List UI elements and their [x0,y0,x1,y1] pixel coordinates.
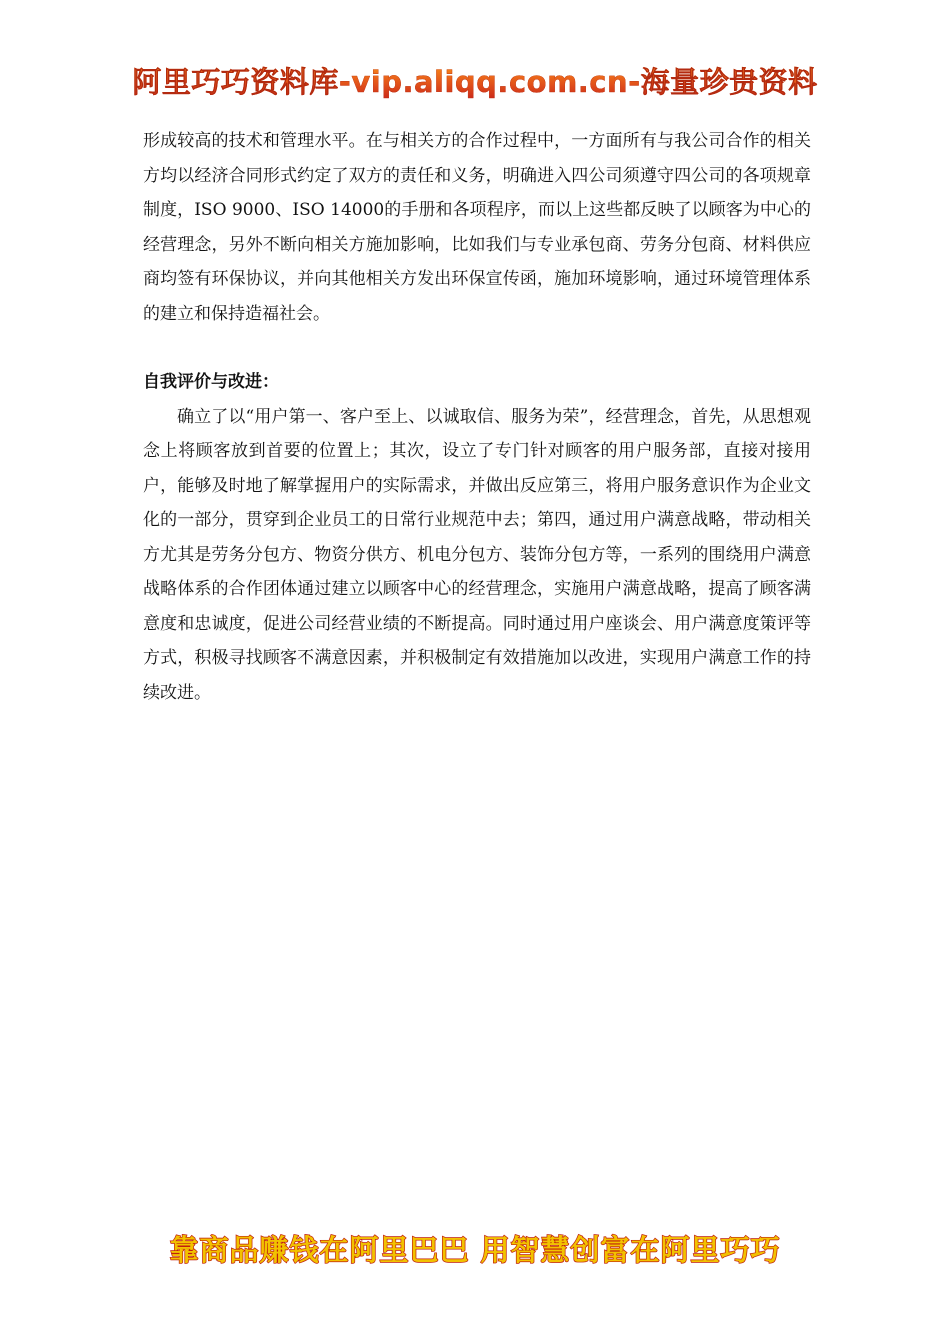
section-heading-self-evaluation: 自我评价与改进： [143,372,279,392]
footer-banner: 靠商品赚钱在阿里巴巴 用智慧创富在阿里巧巧 [169,1233,781,1267]
paragraph-cooperation: 形成较高的技术和管理水平。在与相关方的合作过程中，一方面所有与我公司合作的相关方均以经济合同形式约定了双方的责任和义务，明确进入四公司须遵守四公司的各项规章制度，ISO 9000、ISO 14000的手册和各项程序，而以上这些都反映了以顾客为中心的经营理念，另外不断向相关方施加影响，比如我们与专业承包商、劳务分包商、材料供应商均签有环保协议，并向其他相关方发出环保宣传函，施加环境影响，通过环境管理体系的建立和保持造福社会。 [143,131,811,324]
document-body [143,124,811,710]
header-banner: 阿里巧巧资料库-vip.aliqq.com.cn-海量珍贵资料 [0,60,950,101]
paragraph-self-evaluation: 确立了以“用户第一、客户至上、以诚取信、服务为荣”，经营理念，首先，从思想观念上将顾客放到首要的位置上；其次，设立了专门针对顾客的用户服务部，直接对接用户，能够及时地了解掌握用户的实际需求，并做出反应第三，将用户服务意识作为企业文化的一部分，贯穿到企业员工的日常行业规范中去；第四，通过用户满意战略，带动相关方尤其是劳务分包方、物资分供方、机电分包方、装饰分包方等，一系列的围绕用户满意战略体系的合作团体通过建立以顾客中心的经营理念，实施用户满意战略，提高了顾客满意度和忠诚度，促进公司经营业绩的不断提高。同时通过用户座谈会、用户满意度策评等方式，积极寻找顾客不满意因素，并积极制定有效措施加以改进，实现用户满意工作的持续改进。 [143,406,811,703]
